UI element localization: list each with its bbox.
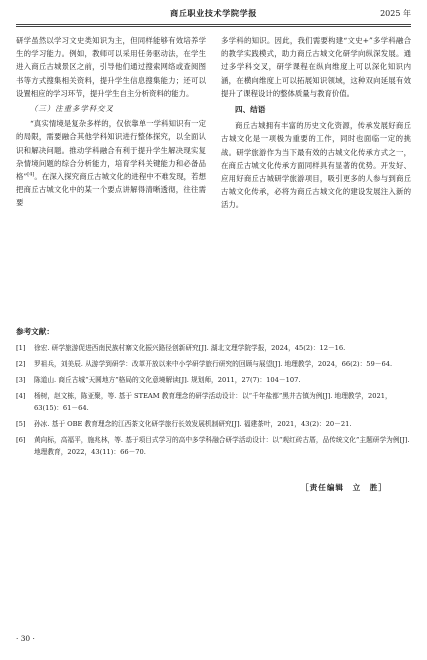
journal-title: 商丘职业技术学院学报 — [170, 8, 257, 18]
reference-text: 罗祖兵，刘美辰. 从游学到研学：改革开放以来中小学研学旅行研究的回顾与展望[J]. 地理教学，2024，66(2)：59－64. — [34, 360, 393, 368]
reference-number: [5] — [16, 420, 26, 428]
running-header — [16, 6, 411, 25]
citation-marker: [4] — [27, 171, 35, 178]
page-number: · 30 · — [16, 634, 35, 643]
left-paragraph-2-text: “真实情境是复杂多样的，仅依靠单一学科知识有一定的局限，需要融合其他学科知识进行整体探究，以全面认识和解决问题。推动学科融合有利于提升学生解决现实复杂情境问题的综合分析能力，培育学科关键能力和必备品格” — [16, 119, 206, 182]
right-paragraph-2: 商丘古城拥有丰富的历史文化资源，传承发展好商丘古城文化是一项极为重要的工作，同时也面临一定的挑战。研学旅游作为当下最有效的古城文化传承方式之一，在商丘古城文化传承方面同样具有显著的优势。开发好、应用好商丘古城研学旅游项目，吸引更多的人参与到商丘古城文化传承，必将为商丘古城文化的建设发展注入新的活力。 — [221, 121, 411, 210]
reference-item — [16, 390, 411, 414]
right-column — [221, 34, 411, 212]
reference-number: [6] — [16, 436, 26, 444]
left-paragraph-2 — [16, 117, 206, 209]
reference-item — [16, 418, 411, 430]
reference-item — [16, 342, 411, 354]
section-heading-conclusion: 四、结语 — [235, 105, 266, 115]
reference-text: 孙冰. 基于 OBE 教育理念的江西茶文化研学旅行长效发展机制研究[J]. 福建茶叶，2021，43(2)：20－21. — [34, 420, 352, 428]
subsection-heading: （三）注重多学科交叉 — [30, 104, 114, 114]
reference-item — [16, 434, 411, 458]
reference-text: 徐宏. 研学旅游促进西南民族村寨文化振兴路径创新研究[J]. 湖北文理学院学报，2024，45(2)：12－16. — [34, 344, 346, 352]
header-year: 2025 年 — [380, 9, 411, 18]
right-paragraph-1: 多学科的知识。因此，我们需要构建“文史+”多学科融合的教学实践模式，助力商丘古城文化研学向纵深发展。通过多学科交叉，研学课程在纵向维度上可以深化知识内涵，在横向维度上可以拓展知识领域，这种双向延展有效提升了课程设计的整体质量与教育价值。 — [221, 36, 411, 98]
reference-item — [16, 358, 411, 370]
responsible-editor: ［责任编辑 立 胜］ — [301, 483, 387, 492]
left-paragraph-2-tail: 。在深入探究商丘古城文化的进程中不难发现，若想把商丘古城文化中的某一个要点讲解得清晰透彻，往往需要 — [16, 172, 206, 208]
reference-number: [2] — [16, 360, 26, 368]
left-paragraph-1: 研学虽然以学习文史类知识为主，但同样能够有效培养学生的学习能力。例如，教师可以采用任务驱动法，在学生进入商丘古城景区之前，引导他们通过搜索网络或查阅图书等方式搜集相关资料，提升学生信息搜集能力；还可以设置相应的学习环节，提升学生自主分析资料的能力。 — [16, 36, 206, 98]
reference-text: 黄向标，高福平，施兆林，等. 基于项目式学习的高中多学科融合研学活动设计：以“观红砖古厝，品传统文化”主题研学为例[J]. 地理教育，2022，43(11)：66－70. — [34, 436, 410, 456]
reference-number: [3] — [16, 376, 26, 384]
reference-item — [16, 374, 411, 386]
references-section — [16, 326, 411, 462]
references-title: 参考文献： — [16, 327, 54, 336]
reference-text: 杨树，赵文栋，陈亚聚，等. 基于 STEAM 教育理念的研学活动设计：以“千年盐都”黑井古镇为例[J]. 地理教学，2021，63(15)：61－64. — [34, 392, 392, 412]
reference-number: [4] — [16, 392, 26, 400]
reference-number: [1] — [16, 344, 26, 352]
left-column — [16, 34, 206, 210]
reference-text: 陈道山. 商丘古城“天圆地方”格局的文化意境解读[J]. 规划师，2011，27(7)：104－107. — [34, 376, 301, 384]
